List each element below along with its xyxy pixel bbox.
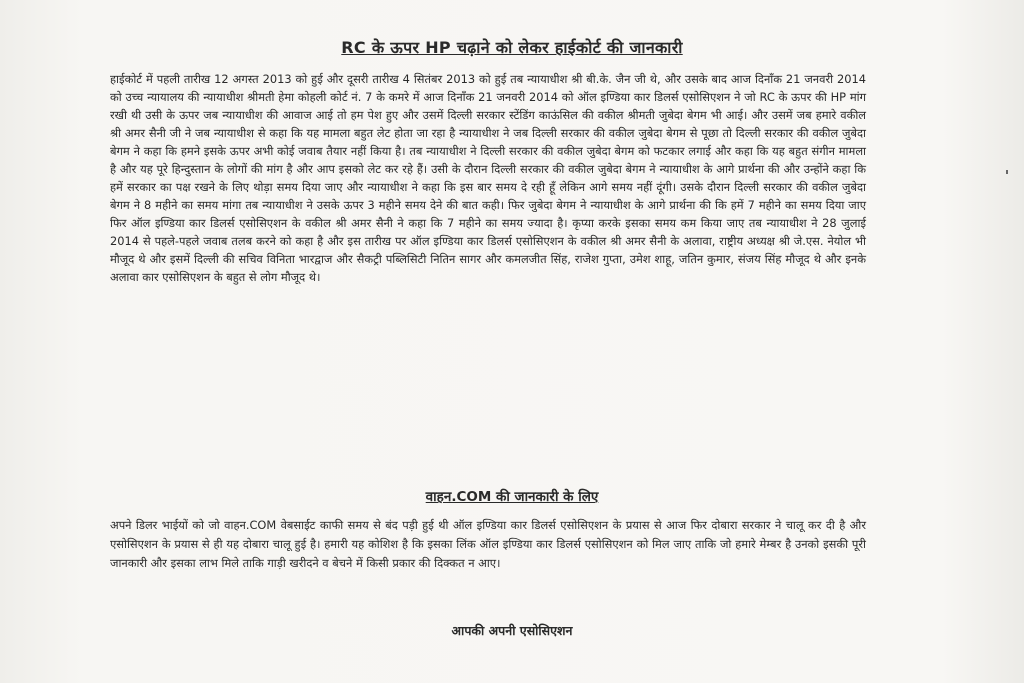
vahan-information-paragraph: अपने डिलर भाईयों को जो वाहन.COM वेबसाईट काफी समय से बंद पड़ी हुई थी ऑल इण्डिया कार डिलर्स एसोसिएशन के प्रयास से आज फिर दोबारा सरकार ने चालू कर दी है और एसोसिएशन के प्रयास से ही यह दोबारा चालू हुई है। हमारी यह कोशिश है कि इसका लिंक ऑल इण्डिया कार डिलर्स एसोसिएशन को मिल जाए ताकि जो हमारे मेम्बर है उनको इसकी पूरी जानकारी और इसका लाभ मिले ताकि गाड़ी खरीदने व बेचने में किसी प्रकार की दिक्कत न आए। (110, 518, 866, 570)
document-title: RC के ऊपर HP चढ़ाने को लेकर हाईकोर्ट की जानकारी (341, 38, 683, 57)
association-signature: आपकी अपनी एसोसिएशन (451, 623, 573, 638)
court-information-paragraph: हाईकोर्ट में पहली तारीख 12 अगस्त 2013 को हुई और दूसरी तारीख 4 सितंबर 2013 को हुई तब न्यायाधीश श्री बी.के. जैन जी थे, और उसके बाद आज दिनाँक 21 जनवरी 2014 को उच्च न्यायालय की न्यायाधीश श्रीमती हेमा कोहली कोर्ट नं. 7 के कमरे में आज दिनाँक 21 जनवरी 2014 को ऑल इण्डिया कार डिलर्स एसोसिएशन ने जो RC के ऊपर की HP मांग रखी थी उसी के ऊपर जब न्यायाधीश की आवाज आई तो हम पेश हुए और उसमें दिल्ली सरकार स्टेंडिंग काऊंसिल की वकील श्रीमती जुबेदा बेगम भी आई। और उसमें जब हमारे वकील श्री अमर सैनी जी ने जब न्यायाधीश से कहा कि यह मामला बहुत लेट होता जा रहा है न्यायाधीश ने जब दिल्ली सरकार की वकील जुबेदा बेगम से पूछा तो दिल्ली सरकार की वकील जुबेदा बेगम ने कहा कि हमने इसके ऊपर अभी कोई जवाब तैयार नहीं किया है। तब न्यायाधीश ने दिल्ली सरकार की वकील जुबेदा बेगम को फटकार लगाई और कहा कि यह बहुत संगीन मामला है और यह पूरे हिन्दुस्तान के लोगों की मांग है और आप इसको लेट कर रहे हैं। उसी के दौरान दिल्ली सरकार की वकील जुबेदा बेगम ने न्यायाधीश के आगे प्रार्थना की और उन्होंने कहा कि हमें सरकार का पक्ष रखने के लिए थोड़ा समय दिया जाए और न्यायाधीश ने कहा कि इस बार समय दे रही हूँ लेकिन आगे समय नहीं दूंगी। उसके दौरान दिल्ली सरकार की वकील जुबेदा बेगम ने 8 महीने का समय मांगा तब न्यायाधीश ने उसके ऊपर 3 महीने समय देने की बात कही। फिर जुबेदा बेगम ने न्यायाधीश के आगे प्रार्थना की कि हमें 7 महीने का समय दिया जाए फिर ऑल इण्डिया कार डिलर्स एसोसिएशन के वकील श्री अमर सैनी ने कहा कि 7 महीने का समय ज्यादा है। कृप्या करके इसका समय कम किया जाए तब न्यायाधीश ने 28 जुलाई 2014 से पहले-पहले जवाब तलब करने को कहा है और इस तारीख पर ऑल इण्डिया कार डिलर्स एसोसिएशन के वकील श्री अमर सैनी के अलावा, राष्ट्रीय अध्यक्ष श्री जे.एस. नेयोल भी मौजूद थे और इसमें दिल्ली की सचिव विनिता भारद्वाज और सैकट्री पब्लिसिटी नितिन सागर और कमलजीत सिंह, राजेश गुप्ता, उमेश शाहू, जतिन कुमार, संजय सिंह मौजूद थे और इनके अलावा कार एसोसिएशन के बहुत से लोग मौजूद थे। (110, 72, 866, 284)
scan-speck-mark (1006, 170, 1008, 174)
vahan-section-heading: वाहन.COM की जानकारी के लिए (425, 489, 599, 505)
